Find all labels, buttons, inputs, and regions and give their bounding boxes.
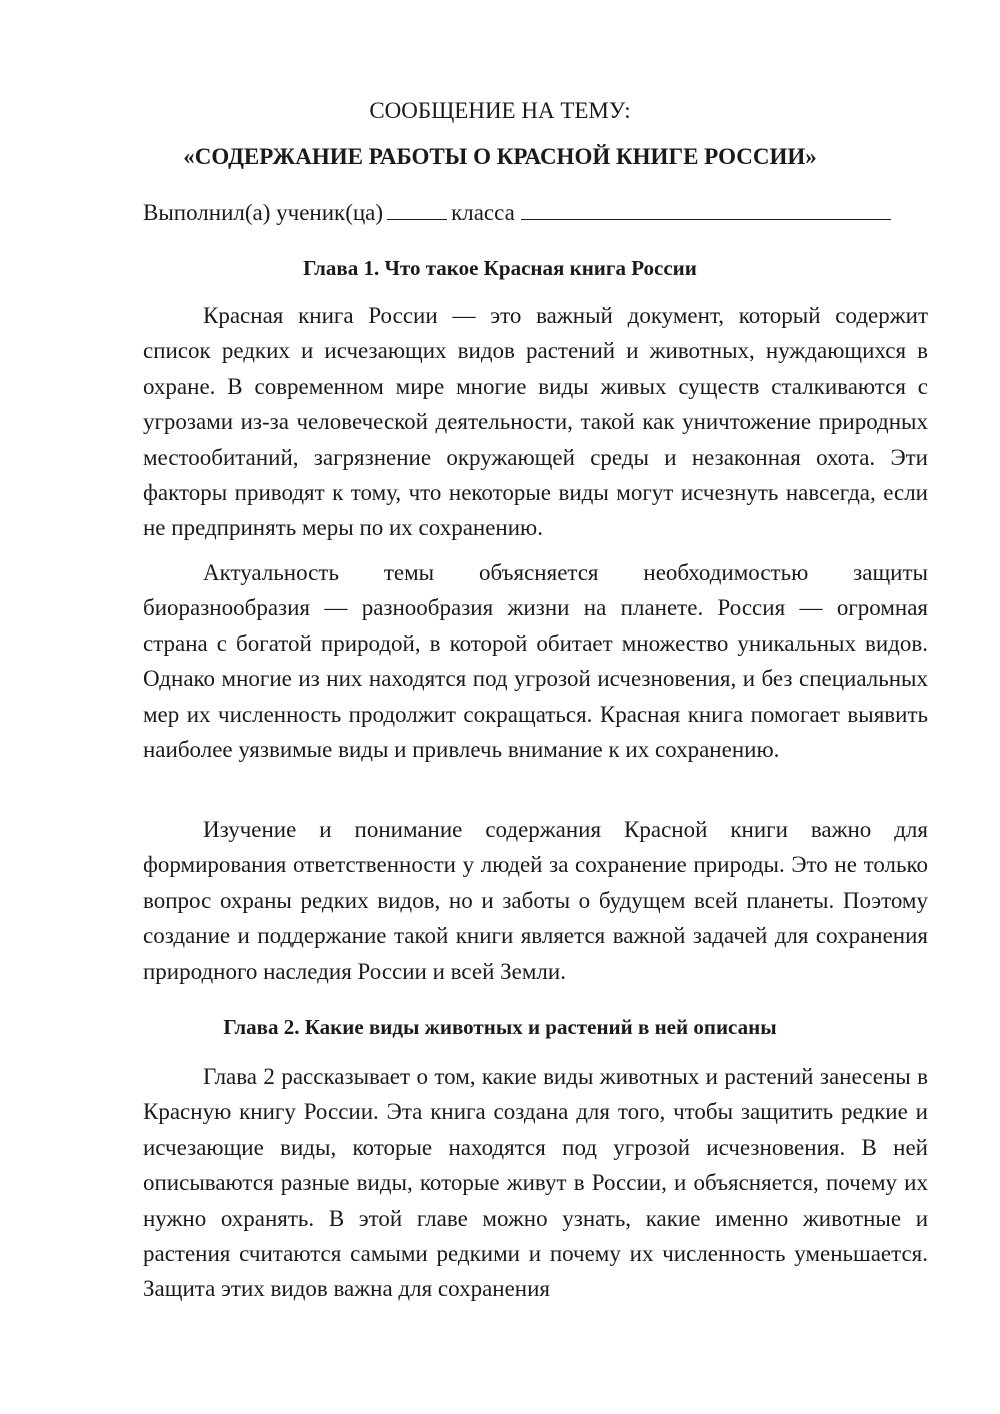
grade-blank-field <box>387 197 447 220</box>
chapter-1-heading: Глава 1. Что такое Красная книга России <box>303 256 697 280</box>
chapter-2-heading: Глава 2. Какие виды животных и растений в ней описаны <box>223 1015 777 1039</box>
chapter-1-paragraph-2: Актуальность темы объясняется необходимостью защиты биоразнообразия — разнообразия жизни на планете. Россия — огромная страна с богатой природой, в которой обитает множество уникальных видов. Однако многие из них находятся под угрозой исчезновения, и без специальных мер их численность продолжит сокращаться. Красная книга помогает выявить наиболее уязвимые виды и привлечь внимание к их сохранению. <box>143 560 928 763</box>
school-blank-field <box>521 197 891 220</box>
chapter-1-paragraph-3: Изучение и понимание содержания Красной книги важно для формирования ответственности у людей за сохранение природы. Это не только вопрос охраны редких видов, но и заботы о будущем всей планеты. Поэтому создание и поддержание такой книги является важной задачей для сохранения природного наследия России и всей Земли. <box>143 817 928 984</box>
chapter-1-paragraph-1: Красная книга России — это важный документ, который содержит список редких и исчезающих видов растений и животных, нуждающихся в охране. В современном мире многие виды живых существ сталкиваются с угрозами из-за человеческой деятельности, такой как уничтожение природных местообитаний, загрязнение окружающей среды и незаконная охота. Эти факторы приводят к тому, что некоторые виды могут исчезнуть навсегда, если не предпринять меры по их сохранению. <box>143 303 928 541</box>
document-title-line-1: СООБЩЕНИЕ НА ТЕМУ: <box>369 98 631 123</box>
document-title-line-2: «СОДЕРЖАНИЕ РАБОТЫ О КРАСНОЙ КНИГЕ РОССИИ» <box>183 144 817 169</box>
author-class-label: класса <box>451 200 515 225</box>
author-prefix: Выполнил(а) ученик(ца) <box>143 200 384 225</box>
chapter-2-paragraph-1: Глава 2 рассказывает о том, какие виды животных и растений занесены в Красную книгу России. Эта книга создана для того, чтобы защитить редкие и исчезающие виды, которые находятся под угрозой исчезновения. В ней описываются разные виды, которые живут в России, и объясняется, почему их нужно охранять. В этой главе можно узнать, какие именно животные и растения считаются самыми редкими и почему их численность уменьшается. Защита этих видов важна для сохранения <box>143 1064 928 1302</box>
author-line <box>143 197 933 228</box>
